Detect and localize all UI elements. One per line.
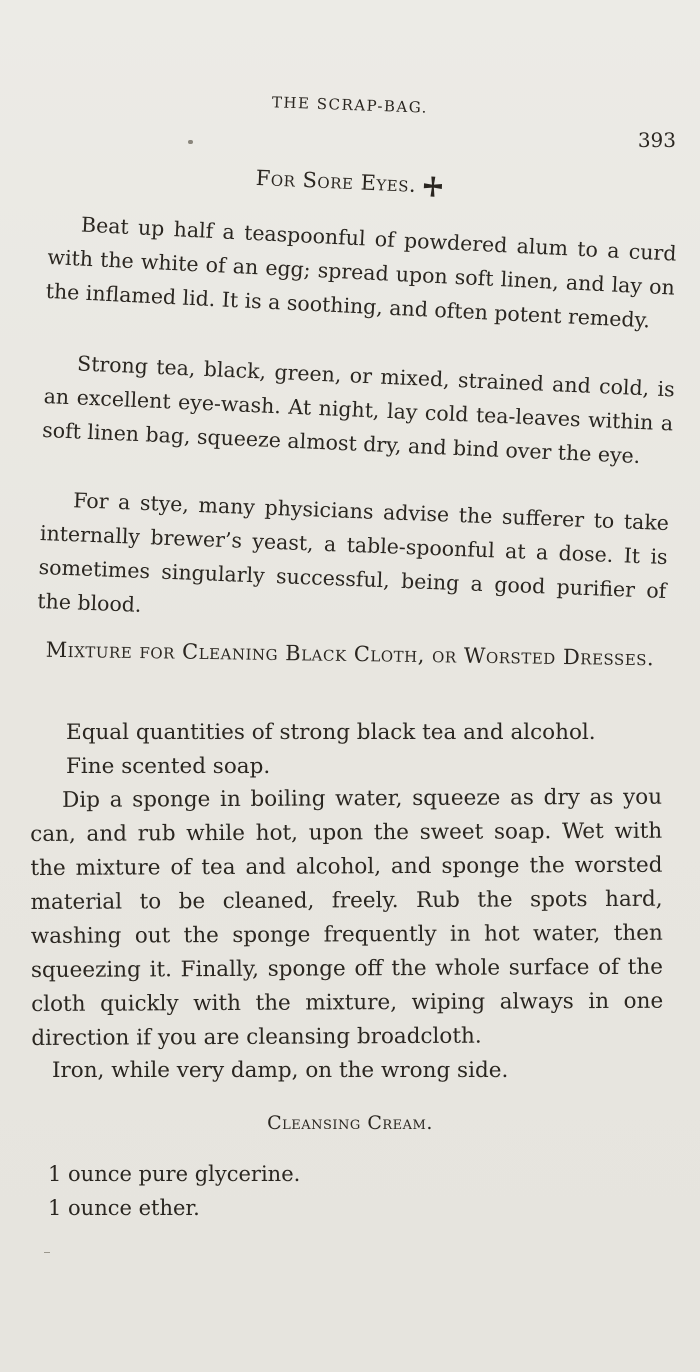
ingredient-list-cleaning [66, 716, 596, 784]
section-heading-cleaning-cloth: Mixture for Cleaning Black Cloth, or Worsted Dresses. [45, 637, 655, 671]
margin-mark [44, 1252, 50, 1253]
page-number: 393 [637, 128, 676, 152]
section-heading-sore-eyes [0, 155, 700, 211]
paragraph-stye-yeast: For a stye, many physicians advise the sufferer to take internally brewer’s yeast, a table-spoonful at a dose. It is sometimes singularly successful, being a good purifier of the blood. [36, 488, 670, 617]
paragraph-tea-eyewash: Strong tea, black, green, or mixed, strained and cold, is an excellent eye-wash. At night, lay cold tea-leaves within a soft linen bag, squeeze almost dry, and bind over the eye. [41, 351, 676, 469]
paragraph-cleaning-method: Dip a sponge in boiling water, squeeze as dry as you can, and rub while hot, upon the sweet soap. Wet with the mixture of tea and alcohol, and sponge the worsted material to be cleaned, freely. Rub the spots hard, washing out the sponge frequently in hot water, then squeezing it. Finally, sponge off the whole surface of the cloth quickly with the mixture, wiping always in one direction if you are cleansing broadcloth. [30, 784, 664, 1051]
section-title: For Sore Eyes. [255, 165, 417, 197]
paragraph-ironing: Iron, while very damp, on the wrong side. [52, 1058, 509, 1083]
section-heading-cleansing-cream: Cleansing Cream. [267, 1112, 433, 1134]
ingredient-item: 1 ounce ether. [48, 1196, 200, 1220]
paragraph-alum-remedy: Beat up half a teaspoonful of powdered alum to a curd with the white of an egg; spread upon soft linen, and lay on the inflamed lid. It is a soothing, and often potent remedy. [45, 212, 678, 333]
ink-fleck [188, 140, 193, 144]
ingredient-item: 1 ounce pure glycerine. [48, 1162, 301, 1186]
ingredient-item: Fine scented soap. [66, 754, 271, 779]
ingredient-list-cream [48, 1157, 300, 1225]
ingredient-item: Equal quantities of strong black tea and alcohol. [66, 720, 596, 745]
running-head: THE SCRAP-BAG. [271, 93, 429, 117]
cross-pattee-icon [422, 174, 445, 199]
